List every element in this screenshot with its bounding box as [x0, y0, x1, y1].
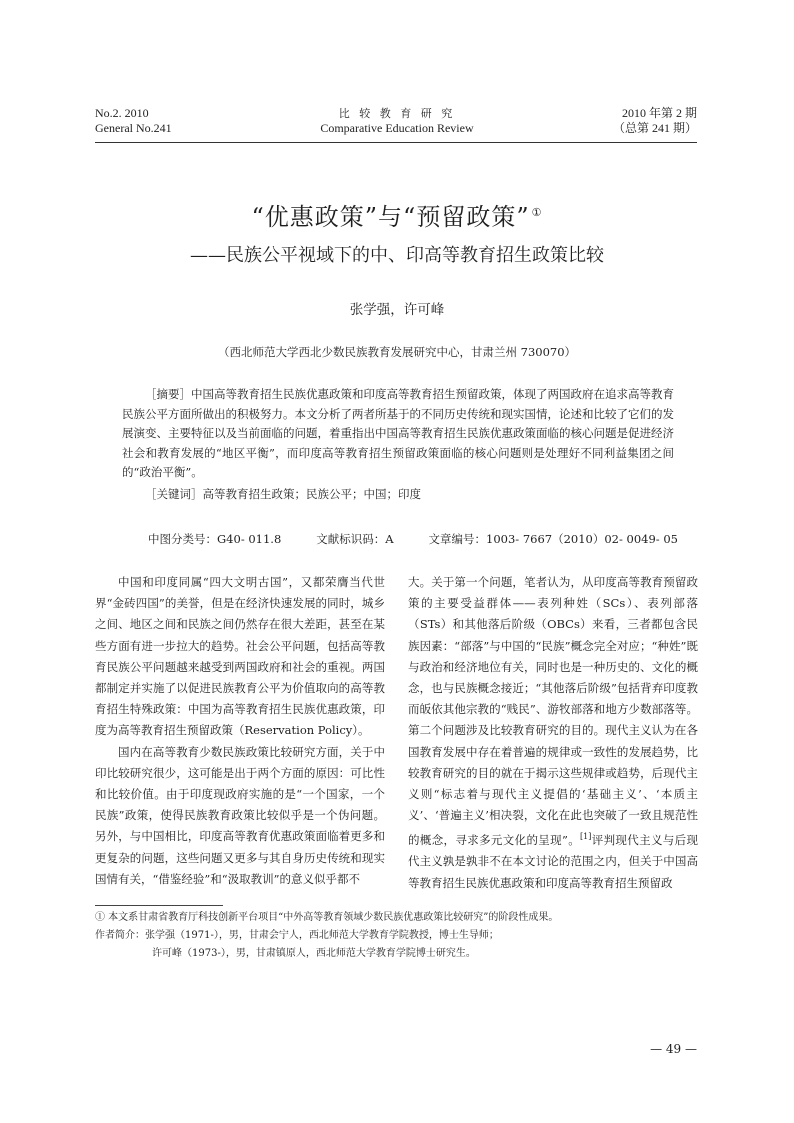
header-divider [95, 142, 697, 143]
header-journal-name [257, 106, 537, 136]
keywords: ［关键词］高等教育招生政策；民族公平；中国；印度 [145, 487, 421, 501]
body-paragraph [408, 572, 698, 894]
article-subtitle: ——民族公平视域下的中、印高等教育招生政策比较 [190, 245, 604, 266]
body-paragraph-text: 评判现代主义与后现代主义孰是孰非不在本文讨论的范围之内，但关于中国高等教育招生民族优惠政策和印度高等教育招生预留政 [408, 833, 698, 890]
body-paragraph: 中国和印度同属“四大文明古国”，又都荣膺当代世界“金砖四国”的美誉，但是在经济快速发展的同时，城乡之间、地区之间和民族之间仍然存在很大差距，甚至在某些方面有进一步拉大的趋势。社会公平问题，包括高等教育民族公平问题越来越受到两国政府和社会的重视。两国都制定并实施了以促进民族教育公平为价值取向的高等教育招生特殊政策：中国为高等教育招生民族优惠政策，印度为高等教育招生预留政策（Reservation Policy）。 [95, 575, 385, 738]
body-paragraph-text: 大。关于第一个问题，笔者认为，从印度高等教育预留政策的主要受益群体——表列种姓（SCs）、表列部落（STs）和其他落后阶级（OBCs）来看，三者都包含民族因素：“部落”与中国的“民族”概念完全对应；“种姓”既与政治和经济地位有关，同时也是一种历史的、文化的概念，也与民族概念接近；“其他落后阶级”包括背弃印度教而皈依其他宗教的“贱民”、游牧部落和地方少数部落等。第二个问题涉及比较教育研究的目的。现代主义认为在各国教育发展中存在着普遍的规律或一致性的发展趋势，比较教育研究的目的就在于揭示这些规律或趋势，后现代主义则“标志着与现代主义提倡的‘基础主义’、‘本质主义’、‘普遍主义’相决裂，文化在此也突破了一致且规范性的概念，寻求多元文化的呈现”。 [408, 575, 698, 848]
clc-number: 中图分类号：G40- 011.8 [148, 532, 282, 546]
header-issue-number: No.2. 2010 [95, 106, 149, 120]
abstract: ［摘要］中国高等教育招生民族优惠政策和印度高等教育招生预留政策，体现了两国政府在追求高等教育民族公平方面所做出的积极努力。本文分析了两者所基于的不同历史传统和现实国情，论述和比较了它们的发展演变、主要特征以及当前面临的问题，着重指出中国高等教育招生民族优惠政策面临的核心问题是促进经济社会和教育发展的“地区平衡”，而印度高等教育招生预留政策面临的核心问题则是处理好不同利益集团之间的“政治平衡”。 [122, 387, 674, 479]
article-title [0, 197, 794, 232]
footnote-funding: ① 本文系甘肃省教育厅科技创新平台项目“中外高等教育领域少数民族优惠政策比较研究”的阶段性成果。 [95, 912, 559, 923]
header-year-issue: 2010 年第 2 期 [621, 106, 697, 120]
document-code: 文献标识码：A [316, 532, 394, 546]
body-column-right [408, 572, 698, 894]
header-general-number: General No.241 [95, 121, 172, 135]
header-journal-issue [95, 106, 172, 136]
header-journal-name-en: Comparative Education Review [320, 121, 474, 135]
body-paragraph: 国内在高等教育少数民族政策比较研究方面，关于中印比较研究很少，这可能是出于两个方面的原因：可比性和比较价值。由于印度现政府实施的是“一个国家，一个民族”政策，使得民族教育政策比较似乎是一个伪问题。另外，与中国相比，印度高等教育优惠政策面临着更多和更复杂的问题，这些问题又更多与其自身历史传统和现实国情有关，“借鉴经验”和“汲取教训”的意义似乎都不 [95, 744, 385, 886]
page-number: — 49 — [650, 1042, 697, 1056]
footnote-author-bio: 作者简介：张学强（1971-），男，甘肃会宁人，西北师范大学教育学院教授，博士生导师； [95, 930, 499, 941]
header-issue-cn [613, 106, 697, 136]
footnote-author-bio-2: 许可峰（1973-），男，甘肃镇原人，西北师范大学教育学院博士研究生。 [152, 948, 476, 959]
author-list: 张学强，许可峰 [349, 302, 445, 318]
footnote-divider [95, 905, 223, 906]
classification-line [148, 531, 678, 547]
body-column-left [95, 572, 385, 890]
header-total-issue: （总第 241 期） [612, 121, 697, 135]
author-affiliation: （西北师范大学西北少数民族教育发展研究中心，甘肃兰州 730070） [217, 345, 577, 359]
article-title-text: “优惠政策”与“预留政策” [251, 203, 530, 231]
citation-marker: [1] [580, 832, 592, 842]
title-footnote-marker: ① [531, 206, 543, 219]
article-number: 文章编号：1003- 7667（2010）02- 0049- 05 [428, 532, 678, 546]
header-journal-name-cn: 比 较 教 育 研 究 [338, 107, 456, 120]
